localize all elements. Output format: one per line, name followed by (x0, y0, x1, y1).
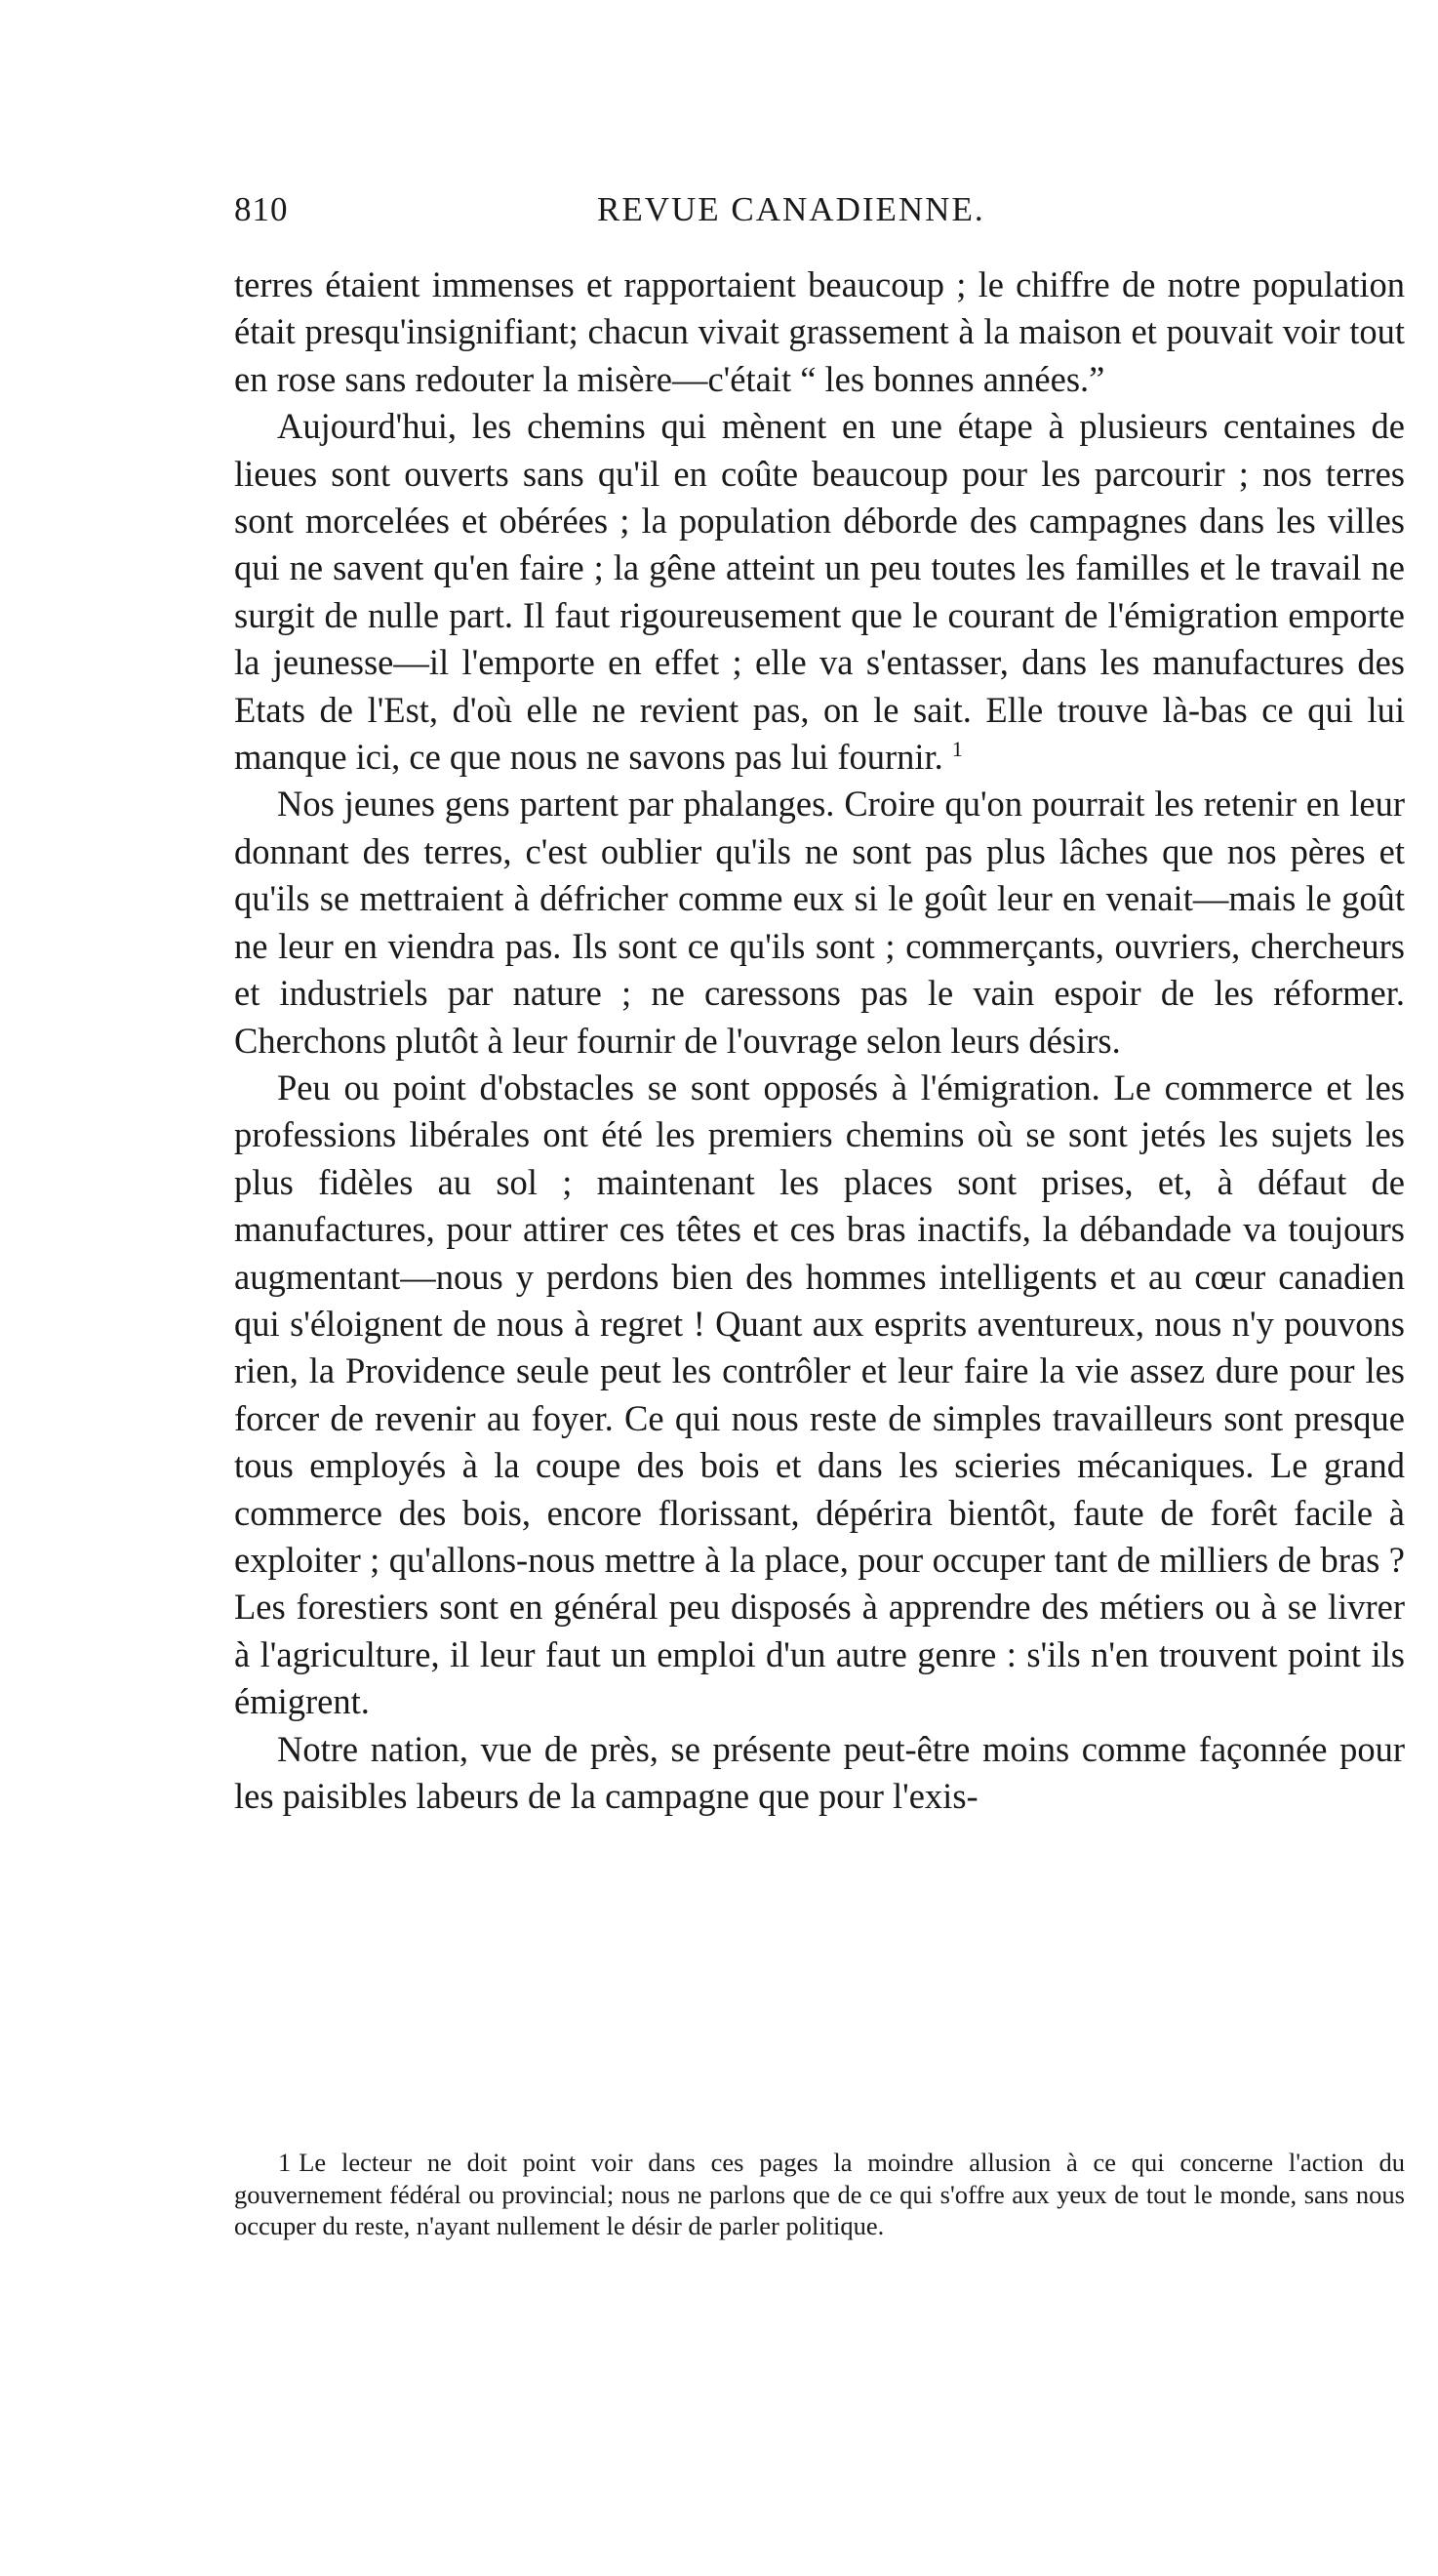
paragraph-text: Nos jeunes gens partent par phalanges. Croire qu'on pourrait les retenir en leur donnant des terres, c'est oublier qu'ils ne sont pas plus lâches que nos pères et qu'ils se mettraient à défricher comme eux si le goût leur en venait—mais le goût ne leur en viendra pas. Ils sont ce qu'ils sont ; commerçants, ouvriers, chercheurs et industriels par nature ; ne caressons pas le vain espoir de les réformer. Cherchons plutôt à leur fournir de l'ouvrage selon leurs désirs. (234, 784, 1405, 1061)
footnote-reference: 1 (951, 736, 963, 761)
paragraph (234, 1065, 1405, 1726)
paragraph-text: Notre nation, vue de près, se présente peut-être moins comme façonnée pour les paisibles labeurs de la campagne que pour l'exis- (234, 1728, 1405, 1816)
footnote-text: Le lecteur ne doit point voir dans ces pages la moindre allusion à ce qui concerne l'action du gouvernement fédéral ou provincial; nous ne parlons que de ce qui s'offre aux yeux de tout le monde, sans nous occuper du reste, n'ayant nullement le désir de parler politique. (234, 2148, 1405, 2240)
page-number: 810 (234, 190, 289, 228)
paragraph-text: terres étaient immenses et rapportaient beaucoup ; le chiffre de notre population était presqu'insignifiant; chacun vivait grassement à la maison et pouvait voir tout en rose sans redouter la misère—c'était “ les bonnes années.” (234, 264, 1405, 399)
body-text (234, 262, 1405, 1820)
paragraph-text: Aujourd'hui, les chemins qui mènent en une étape à plusieurs centaines de lieues sont ouverts sans qu'il en coûte beaucoup pour les parcourir ; nos terres sont morcelées et obérées ; la population déborde des campagnes dans les villes qui ne savent qu'en faire ; la gêne atteint un peu toutes les familles et le travail ne surgit de nulle part. Il faut rigoureusement que le courant de l'émigration emporte la jeunesse—il l'emporte en effet ; elle va s'entasser, dans les manufactures des Etats de l'Est, d'où elle ne revient pas, on le sait. Elle trouve là-bas ce qui lui manque ici, ce que nous ne savons pas lui fournir. (234, 406, 1405, 778)
running-title: REVUE CANADIENNE. (597, 190, 985, 228)
paragraph-text: Peu ou point d'obstacles se sont opposés à l'émigration. Le commerce et les professions libérales ont été les premiers chemins où se sont jetés les sujets les plus fidèles au sol ; maintenant les places sont prises, et, à défaut de manufactures, pour attirer ces têtes et ces bras inactifs, la débandade va toujours augmentant—nous y perdons bien des hommes intelligents et au cœur canadien qui s'éloignent de nous à regret ! Quant aux esprits aventureux, nous n'y pouvons rien, la Providence seule peut les contrôler et leur faire la vie assez dure pour les forcer de revenir au foyer. Ce qui nous reste de simples travailleurs sont presque tous employés à la coupe des bois et dans les scieries mécaniques. Le grand commerce des bois, encore florissant, dépérira bientôt, faute de forêt facile à exploiter ; qu'allons-nous mettre à la place, pour occuper tant de milliers de bras ? Les forestiers sont en général peu disposés à apprendre des métiers ou à se livrer à l'agriculture, il leur faut un emploi d'un autre genre : s'ils n'en trouvent point ils émigrent. (234, 1067, 1405, 1722)
paragraph (234, 1726, 1405, 1821)
footnotes (234, 2147, 1405, 2242)
footnote (234, 2147, 1405, 2242)
paragraph-continuation (234, 262, 1405, 403)
footnote-number: 1 (278, 2148, 292, 2177)
paragraph (234, 781, 1405, 1064)
page-header (234, 190, 1405, 235)
paragraph (234, 403, 1405, 781)
